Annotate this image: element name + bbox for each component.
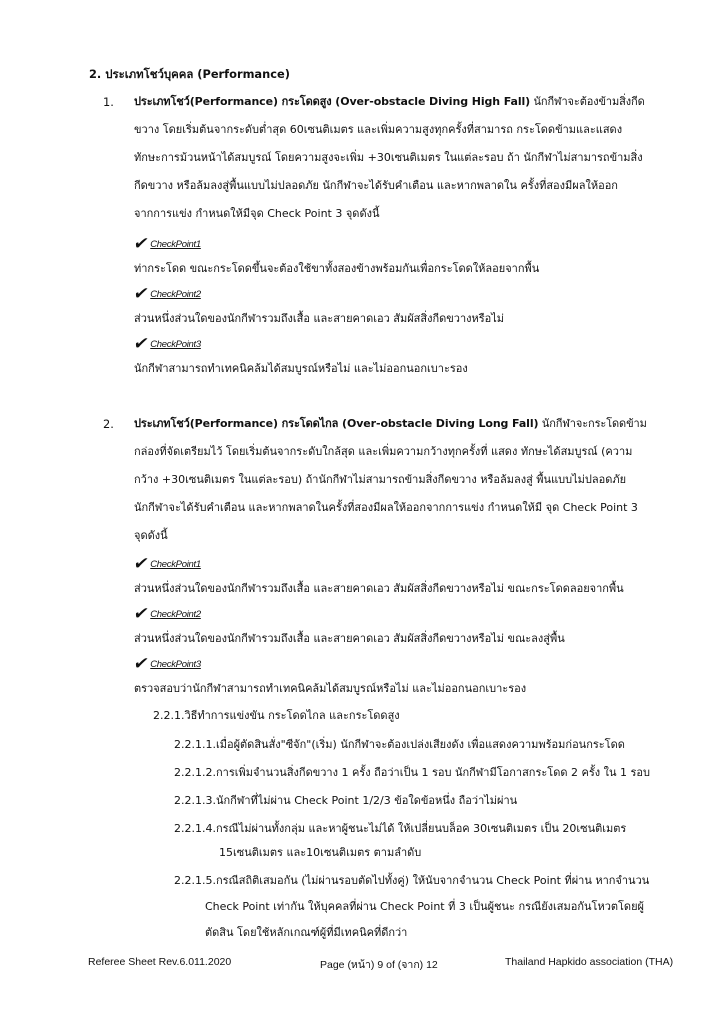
checkpoint-label: CheckPoint1 (150, 239, 201, 250)
item-1-number: 1. (103, 95, 114, 109)
checkmark-icon: ✔ (131, 334, 151, 354)
item-1-checkpoint-2-text: ส่วนหนึ่งส่วนใดของนักกีฬารวมถึงเสื้อ และสายคาดเอว สัมผัสสิ่งกีดขวางหรือไม่ (134, 312, 505, 325)
item-2-checkpoint-3 (131, 654, 201, 674)
item-2-first-line (134, 416, 647, 432)
item-2-checkpoint-1 (131, 554, 201, 574)
item-1-checkpoint-3 (131, 334, 201, 354)
checkmark-icon: ✔ (131, 284, 151, 304)
item-1-title: ประเภทโชว์(Performance) กระโดดสูง (Over-obstacle Diving High Fall) (134, 95, 531, 108)
method-heading: 2.2.1.วิธีทำการแข่งขัน กระโดดไกล และกระโดดสูง (153, 709, 400, 722)
checkpoint-label: CheckPoint3 (150, 659, 201, 670)
item-2-line-4: จุดดังนี้ (134, 529, 168, 542)
method-rule-2: 2.2.1.2.การเพิ่มจำนวนสิ่งกีดขวาง 1 ครั้ง ถือว่าเป็น 1 รอบ นักกีฬามีโอกาสกระโดด 2 ครั้ง ใน 1 รอบ (174, 766, 650, 779)
item-2-checkpoint-3-text: ตรวจสอบว่านักกีฬาสามารถทำเทคนิคล้มได้สมบูรณ์หรือไม่ และไม่ออกนอกเบาะรอง (134, 682, 527, 695)
checkmark-icon: ✔ (131, 654, 151, 674)
footer-page-number: Page (หน้า) 9 of (จาก) 12 (320, 959, 438, 971)
item-2-checkpoint-2 (131, 604, 201, 624)
checkpoint-label: CheckPoint3 (150, 339, 201, 350)
item-1-first-line (134, 94, 645, 110)
checkmark-icon: ✔ (131, 554, 151, 574)
section-heading (89, 66, 290, 82)
item-2-title: ประเภทโชว์(Performance) กระโดดไกล (Over-obstacle Diving Long Fall) (134, 417, 539, 430)
section-title: ประเภทโชว์บุคคล (Performance) (105, 67, 290, 81)
item-1-line-4: จากการแข่ง กำหนดให้มีจุด Check Point 3 จุดดังนี้ (134, 207, 380, 220)
item-2-checkpoint-1-text: ส่วนหนึ่งส่วนใดของนักกีฬารวมถึงเสื้อ และสายคาดเอว สัมผัสสิ่งกีดขวางหรือไม่ ขณะกระโดดลอยจากพื้น (134, 582, 624, 595)
checkmark-icon: ✔ (131, 234, 151, 254)
item-2-line-3: นักกีฬาจะได้รับคำเตือน และหากพลาดในครั้งที่สองมีผลให้ออกจากการแข่ง กำหนดให้มี จุด Check Point 3 (134, 501, 638, 514)
checkmark-icon: ✔ (131, 604, 151, 624)
item-2-line-2: กว้าง +30เซนติเมตร ในแต่ละรอบ) ถ้านักกีฬาไม่สามารถข้ามสิ่งกีดขวาง หรือล้มลงสู่ พื้นแบบไม่ปลอดภัย (134, 473, 627, 486)
footer-organization: Thailand Hapkido association (THA) (505, 956, 674, 968)
item-1-line-1: ขวาง โดยเริ่มต้นจากระดับต่ำสุด 60เซนติเมตร และเพิ่มความสูงทุกครั้งที่สามารถ กระโดดข้ามและแสดง (134, 123, 623, 136)
item-1-line-2: ทักษะการม้วนหน้าได้สมบูรณ์ โดยความสูงจะเพิ่ม +30เซนติเมตร ในแต่ละรอบ ถ้า นักกีฬาไม่สามารถข้ามสิ่ง (134, 151, 643, 164)
method-rule-1: 2.2.1.1.เมื่อผู้ตัดสินสั่ง"ซีจัก"(เริ่ม) นักกีฬาจะต้องเปล่งเสียงดัง เพื่อแสดงความพร้อมก่อนกระโดด (174, 738, 625, 751)
footer-left: Referee Sheet Rev.6.011.2020 (88, 956, 232, 968)
method-rule-4: 2.2.1.4.กรณีไม่ผ่านทั้งกลุ่ม และหาผู้ชนะไม่ได้ ให้เปลี่ยนบล็อค 30เซนติเมตร เป็น 20เซนติเมตร (174, 822, 627, 835)
item-1-line-3: กีดขวาง หรือล้มลงสู่พื้นแบบไม่ปลอดภัย นักกีฬาจะได้รับคำเตือน และหากพลาดใน ครั้งที่สองมีผลให้ออก (134, 179, 618, 192)
item-2-line-1: กล่องที่จัดเตรียมไว้ โดยเริ่มต้นจากระดับใกล้สุด และเพิ่มความกว้างทุกครั้งที่ แสดง ทักษะได้สมบูรณ์ (ความ (134, 445, 633, 458)
checkpoint-label: CheckPoint2 (150, 609, 201, 620)
item-1-checkpoint-1-text: ท่ากระโดด ขณะกระโดดขึ้นจะต้องใช้ขาทั้งสองข้างพร้อมกันเพื่อกระโดดให้ลอยจากพื้น (134, 262, 540, 275)
item-2-checkpoint-2-text: ส่วนหนึ่งส่วนใดของนักกีฬารวมถึงเสื้อ และสายคาดเอว สัมผัสสิ่งกีดขวางหรือไม่ ขณะลงสู่พื้น (134, 632, 565, 645)
method-rule-5: 2.2.1.5.กรณีสถิติเสมอกัน (ไม่ผ่านรอบตัดไปทั้งคู่) ให้นับจากจำนวน Check Point ที่ผ่าน หากจำนวน (174, 874, 650, 887)
item-1-checkpoint-3-text: นักกีฬาสามารถทำเทคนิคล้มได้สมบูรณ์หรือไม่ และไม่ออกนอกเบาะรอง (134, 362, 468, 375)
item-1-checkpoint-2 (131, 284, 201, 304)
item-1-checkpoint-1 (131, 234, 201, 254)
section-number: 2. (89, 67, 102, 81)
method-rule-5-cont-2: ตัดสิน โดยใช้หลักเกณฑ์ผู้ที่มีเทคนิคที่ดีกว่า (205, 926, 408, 939)
method-rule-5-cont-1: Check Point เท่ากัน ให้บุคคลที่ผ่าน Check Point ที่ 3 เป็นผู้ชนะ กรณียังเสมอกันโหวตโดยผู้ (205, 900, 644, 913)
checkpoint-label: CheckPoint2 (150, 289, 201, 300)
item-1-line-0: นักกีฬาจะต้องข้ามสิ่งกีด (533, 95, 645, 108)
method-rule-3: 2.2.1.3.นักกีฬาที่ไม่ผ่าน Check Point 1/2/3 ข้อใดข้อหนึ่ง ถือว่าไม่ผ่าน (174, 794, 518, 807)
item-2-line-0: นักกีฬาจะกระโดดข้าม (541, 417, 647, 430)
checkpoint-label: CheckPoint1 (150, 559, 201, 570)
method-rule-4-cont: 15เซนติเมตร และ10เซนติเมตร ตามลำดับ (219, 846, 422, 859)
item-2-number: 2. (103, 417, 114, 431)
